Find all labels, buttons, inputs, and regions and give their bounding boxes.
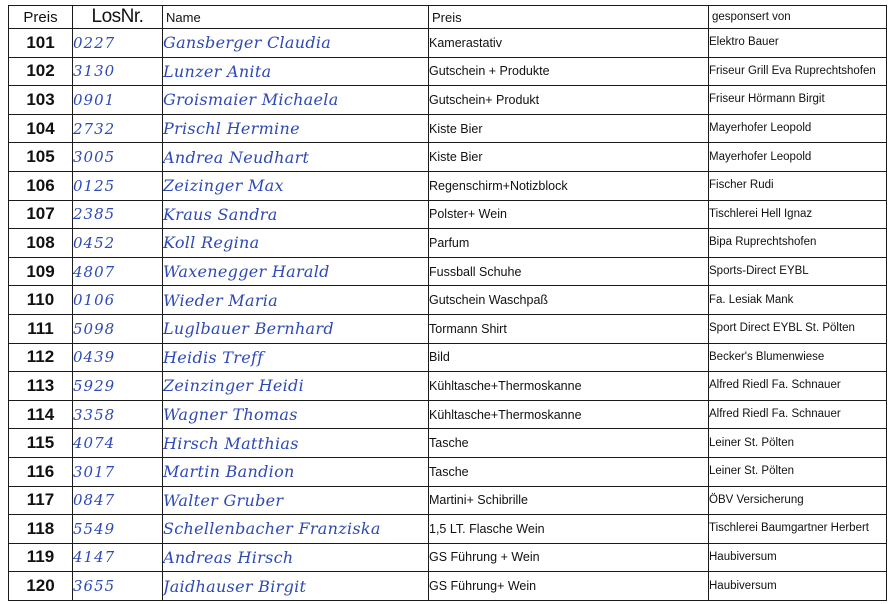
- prize-description: 1,5 LT. Flasche Wein: [429, 515, 709, 544]
- sponsor-name: Haubiversum: [709, 543, 887, 572]
- sponsor-name: Mayerhofer Leopold: [709, 114, 887, 143]
- prize-description: Tasche: [429, 457, 709, 486]
- table-row: [9, 429, 887, 458]
- ticket-number: 4807: [73, 257, 163, 286]
- winner-name: Andreas Hirsch: [163, 543, 429, 572]
- header-row: [9, 6, 887, 29]
- table-row: [9, 343, 887, 372]
- winner-name: Koll Regina: [163, 229, 429, 258]
- sponsor-name: Tischlerei Baumgartner Herbert: [709, 515, 887, 544]
- winner-name: Gansberger Claudia: [163, 29, 429, 58]
- sponsor-name: Fa. Lesiak Mank: [709, 286, 887, 315]
- prize-description: Kiste Bier: [429, 114, 709, 143]
- prize-number: 106: [9, 171, 73, 200]
- sponsor-name: Tischlerei Hell Ignaz: [709, 200, 887, 229]
- header-losnr: LosNr.: [73, 6, 163, 29]
- winner-name: Martin Bandion: [163, 457, 429, 486]
- prize-number: 108: [9, 229, 73, 258]
- sponsor-name: Leiner St. Pölten: [709, 429, 887, 458]
- prize-description: Kiste Bier: [429, 143, 709, 172]
- ticket-number: 0106: [73, 286, 163, 315]
- prize-description: GS Führung+ Wein: [429, 572, 709, 601]
- ticket-number: 5549: [73, 515, 163, 544]
- winner-name: Schellenbacher Franziska: [163, 515, 429, 544]
- prize-number: 103: [9, 86, 73, 115]
- sponsor-name: Elektro Bauer: [709, 29, 887, 58]
- prize-description: Kamerastativ: [429, 29, 709, 58]
- table-row: [9, 486, 887, 515]
- prize-description: Kühltasche+Thermoskanne: [429, 372, 709, 401]
- prize-number: 114: [9, 400, 73, 429]
- ticket-number: 3358: [73, 400, 163, 429]
- ticket-number: 5929: [73, 372, 163, 401]
- ticket-number: 0847: [73, 486, 163, 515]
- prize-number: 110: [9, 286, 73, 315]
- prize-description: Gutschein+ Produkt: [429, 86, 709, 115]
- table-row: [9, 572, 887, 601]
- prize-description: Gutschein + Produkte: [429, 57, 709, 86]
- ticket-number: 4147: [73, 543, 163, 572]
- sponsor-name: Fischer Rudi: [709, 171, 887, 200]
- prize-number: 115: [9, 429, 73, 458]
- prize-number: 118: [9, 515, 73, 544]
- table-row: [9, 29, 887, 58]
- prize-description: Tasche: [429, 429, 709, 458]
- prize-number: 104: [9, 114, 73, 143]
- header-prize: Preis: [429, 6, 709, 29]
- prize-number: 120: [9, 572, 73, 601]
- ticket-number: 0439: [73, 343, 163, 372]
- winner-name: Zeizinger Max: [163, 171, 429, 200]
- ticket-number: 5098: [73, 314, 163, 343]
- ticket-number: 0227: [73, 29, 163, 58]
- winner-name: Wagner Thomas: [163, 400, 429, 429]
- ticket-number: 0125: [73, 171, 163, 200]
- table-row: [9, 515, 887, 544]
- sponsor-name: ÖBV Versicherung: [709, 486, 887, 515]
- sponsor-name: Leiner St. Pölten: [709, 457, 887, 486]
- prize-description: Gutschein Waschpaß: [429, 286, 709, 315]
- table-row: [9, 286, 887, 315]
- winner-name: Andrea Neudhart: [163, 143, 429, 172]
- ticket-number: 0452: [73, 229, 163, 258]
- table-row: [9, 143, 887, 172]
- winner-name: Hirsch Matthias: [163, 429, 429, 458]
- winner-name: Waxenegger Harald: [163, 257, 429, 286]
- winner-name: Luglbauer Bernhard: [163, 314, 429, 343]
- winner-name: Zeinzinger Heidi: [163, 372, 429, 401]
- header-preis: Preis: [9, 6, 73, 29]
- sponsor-name: Bipa Ruprechtshofen: [709, 229, 887, 258]
- ticket-number: 4074: [73, 429, 163, 458]
- prize-description: Martini+ Schibrille: [429, 486, 709, 515]
- sponsor-name: Becker's Blumenwiese: [709, 343, 887, 372]
- winner-name: Jaidhauser Birgit: [163, 572, 429, 601]
- header-sponsor: gesponsert von: [709, 6, 887, 29]
- prize-description: Tormann Shirt: [429, 314, 709, 343]
- sponsor-name: Sports-Direct EYBL: [709, 257, 887, 286]
- table-row: [9, 314, 887, 343]
- table-row: [9, 400, 887, 429]
- table-row: [9, 200, 887, 229]
- winner-name: Groismaier Michaela: [163, 86, 429, 115]
- winner-name: Heidis Treff: [163, 343, 429, 372]
- table-row: [9, 171, 887, 200]
- ticket-number: 3005: [73, 143, 163, 172]
- prize-description: Fussball Schuhe: [429, 257, 709, 286]
- sponsor-name: Friseur Hörmann Birgit: [709, 86, 887, 115]
- ticket-number: 2385: [73, 200, 163, 229]
- table-row: [9, 257, 887, 286]
- sponsor-name: Friseur Grill Eva Ruprechtshofen: [709, 57, 887, 86]
- table-row: [9, 372, 887, 401]
- ticket-number: 3017: [73, 457, 163, 486]
- table-row: [9, 457, 887, 486]
- sponsor-name: Mayerhofer Leopold: [709, 143, 887, 172]
- winner-name: Kraus Sandra: [163, 200, 429, 229]
- table-row: [9, 114, 887, 143]
- table-row: [9, 86, 887, 115]
- sponsor-name: Alfred Riedl Fa. Schnauer: [709, 400, 887, 429]
- ticket-number: 2732: [73, 114, 163, 143]
- prize-table: [8, 5, 887, 601]
- prize-number: 109: [9, 257, 73, 286]
- sponsor-name: Alfred Riedl Fa. Schnauer: [709, 372, 887, 401]
- prize-description: GS Führung + Wein: [429, 543, 709, 572]
- ticket-number: 3655: [73, 572, 163, 601]
- sponsor-name: Sport Direct EYBL St. Pölten: [709, 314, 887, 343]
- ticket-number: 0901: [73, 86, 163, 115]
- table-row: [9, 229, 887, 258]
- prize-number: 111: [9, 314, 73, 343]
- prize-description: Bild: [429, 343, 709, 372]
- table-row: [9, 543, 887, 572]
- prize-number: 107: [9, 200, 73, 229]
- ticket-number: 3130: [73, 57, 163, 86]
- prize-number: 101: [9, 29, 73, 58]
- prize-description: Regenschirm+Notizblock: [429, 171, 709, 200]
- winner-name: Lunzer Anita: [163, 57, 429, 86]
- prize-number: 102: [9, 57, 73, 86]
- prize-description: Kühltasche+Thermoskanne: [429, 400, 709, 429]
- sponsor-name: Haubiversum: [709, 572, 887, 601]
- prize-description: Parfum: [429, 229, 709, 258]
- prize-number: 105: [9, 143, 73, 172]
- header-name: Name: [163, 6, 429, 29]
- table-row: [9, 57, 887, 86]
- prize-number: 112: [9, 343, 73, 372]
- winner-name: Walter Gruber: [163, 486, 429, 515]
- prize-number: 116: [9, 457, 73, 486]
- prize-number: 119: [9, 543, 73, 572]
- prize-description: Polster+ Wein: [429, 200, 709, 229]
- prize-number: 117: [9, 486, 73, 515]
- table-body: [9, 29, 887, 601]
- winner-name: Wieder Maria: [163, 286, 429, 315]
- winner-name: Prischl Hermine: [163, 114, 429, 143]
- prize-number: 113: [9, 372, 73, 401]
